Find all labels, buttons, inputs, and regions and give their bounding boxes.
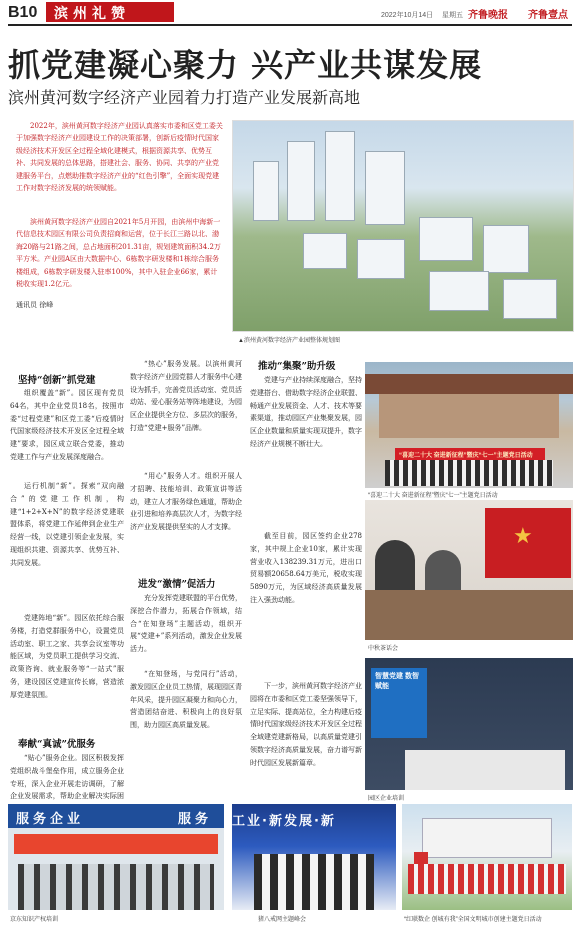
summit-photo [232,804,396,910]
body-paragraph: 党建阵地“新”。园区依托综合服务楼，打造党群服务中心，设置党员活动室、职工之家、共享会议室等功能区域，为党员职工提供学习交流、政策咨询、就业服务等“一站式”服务，建设园区党建宣传长廊，营造浓厚党建氛围。 [10,614,124,699]
photo-caption: “红联数企 创城有我”全国文明城市创建主题党日活动 [404,917,542,923]
body-paragraph: “在知登场，与党同行”活动，激发园区企业员工热情，展现园区青年风采，提升园区凝聚力和向心力，营造团结奋进、积极向上的良好氛围，助力园区高质量发展。 [130,670,242,730]
section-title: 滨州礼赞 [54,6,130,22]
building [422,818,552,858]
tea-party-photo [365,500,573,640]
section-heading: 坚持“创新”抓党建 [18,375,96,386]
building [503,279,557,319]
body-paragraph: 组织覆盖“新”。园区现有党员64名，其中企业党员18名，按照市委“过程党建”和区党工委“后疫情时代国家级经济技术开发区全过程全域建”要求，园区成立联合党委，推动党建工作与产业发展深度融合。 [10,389,124,461]
body-paragraph: 截至目前，园区签约企业278家，其中规上企业10家，累计实现营业收入138239.31万元，进出口贸易额20658.64万美元，税收实现5890万元，为区域经济高质量发展注入强劲动能。 [250,532,362,604]
body-paragraph: 下一步，滨州黄河数字经济产业园将在市委和区党工委坚强领导下，立足实际、提高站位，全力构建后疫情时代国家级经济技术开发区全过程全域建党建新格局，以高质量党建引领数字经济高质量发展，奋力谱写新时代园区发展新篇章。 [250,682,362,767]
headline: 抓党建凝心聚力 兴产业共谋发展 [8,46,483,84]
section-heading: 进发“激情”促活力 [138,579,216,590]
screen-text: 智慧党建 数智赋能 [375,673,419,690]
photo-caption: 猪八戒网主题峰会 [258,917,307,923]
subtitle: 滨州黄河数字经济产业园着力打造产业发展新高地 [8,88,361,107]
header-rule [8,24,572,26]
star-icon: ★ [513,524,533,549]
stage-backdrop-text: 工业·新发展·新 [232,814,336,829]
hall-roof [365,374,573,394]
section-heading: 奉献“真诚”优服务 [18,739,96,750]
meeting-table [365,590,573,640]
building [357,239,405,279]
issue-date: 2022年10月14日 [381,12,434,19]
photo-caption: 中秋茶话会 [368,646,399,652]
hall-facade [379,394,559,438]
photo-caption: 京东知识产权培训 [10,917,59,923]
intro-paragraph: 滨州黄河数字经济产业园自2021年5月开园，由滨州中海新一代信息技术园区有限公司负责招商和运营，位于长江三路以北、渤海20路与21路之间，总占地面积201.31亩，规划建筑面积34.2万平方米。产业园A区由大数据中心、6栋数字研发楼和1栋综合服务楼组成，6栋数字研发楼入驻率100%，其中入驻企业66家，累计税收实现1.2亿元。 [16,218,221,289]
party-day-photo [365,362,573,488]
audience [18,864,214,910]
issue-weekday: 星期五 [442,12,463,19]
building [303,233,347,269]
building [429,271,489,311]
photo-caption: 园区企业培训 [368,796,405,802]
hero-caption: ▲滨州黄河数字经济产业园整体规划图 [238,338,340,344]
body-paragraph: 充分发挥党建联盟的平台优势，深挖合作潜力，拓展合作领域，结合“在知登场”主题活动，组织开展“党建+”系列活动，激发企业发展活力。 [130,594,242,654]
civilized-city-photo [402,804,572,910]
conference-table [405,750,565,790]
training-photo [365,658,573,790]
body-paragraph: 运行机制“新”。探索“双向融合”的党建工作机制，构建“1+2+X+N”的数字经济党建联盟体系，将党建工作延伸到企业生产经营一线，以党建引领企业发展，实现组织共建、资源共享、优势互补、共同发展。 [10,482,124,567]
body-paragraph: “热心”服务发展。以滨州黄河数字经济产业园党群人才服务中心建设为抓手，完善党员活动室、党员活动站、爱心服务站等阵地建设，为园区企业提供全方位、多层次的服务，打造“党建+服务”品牌。 [130,360,242,432]
intro-paragraph: 2022年，滨州黄河数字经济产业园认真落实市委和区党工委关于加强数字经济产业园建设工作的决策部署，创新后疫情时代国家级经济技术开发区全过程全域化建模式，根据资源共享、优势互补、共同发展的总体思路，搭建社会、服务、协同、共享的产业党建服务平台，点燃助推数字经济产业的“红色引擎”，全面实现党建工作对数字经济发展的统领赋能。 [16,122,223,193]
app-logo: 齐鲁壹点 [528,10,568,21]
building [287,141,315,221]
photo-caption: “喜迎二十大 奋进新征程”暨庆“七一”主题党日活动 [368,493,498,499]
banner-text: “喜迎二十大 奋进新征程”暨庆“七一”主题党日活动 [399,453,533,459]
byline: 通讯员 徐峰 [16,301,54,309]
red-wall-panel [14,834,218,854]
ip-training-photo [8,804,224,910]
building [365,151,405,225]
building [419,217,473,261]
newspaper-logo: 齐鲁晚报 [468,10,508,21]
building [483,225,529,273]
sign-text: 服务企业 [16,812,85,827]
body-paragraph: 党建与产业持续深度融合，坚持党建搭台、借助数字经济企业联盟、畅通产业发展资金、人才、技术等要素渠道，推动园区产业集聚发展，园区企业数量和质量实现双提升，数字经济产业规模不断壮大。 [250,376,362,448]
building [253,161,279,221]
section-heading: 推动“集聚”助升级 [258,361,336,372]
group-of-people [385,460,553,486]
park-aerial-rendering [232,120,574,332]
group-of-people [254,854,374,910]
sign-text: 服务 [178,812,213,827]
building [325,131,355,221]
body-paragraph: “用心”服务人才。组织开展人才招聘、技能培训、政策宣讲等活动，建立人才服务绿色通道，帮助企业引进和培养高层次人才，为数字经济产业发展提供坚实的人才支撑。 [130,472,242,532]
group-of-people [408,864,566,894]
body-paragraph: “贴心”服务企业。园区积极发挥党组织战斗堡垒作用，成立服务企业专班，深入企业开展走访调研，了解企业发展需求，帮助企业解决实际困 [10,754,124,801]
page-number: B10 [8,4,38,21]
